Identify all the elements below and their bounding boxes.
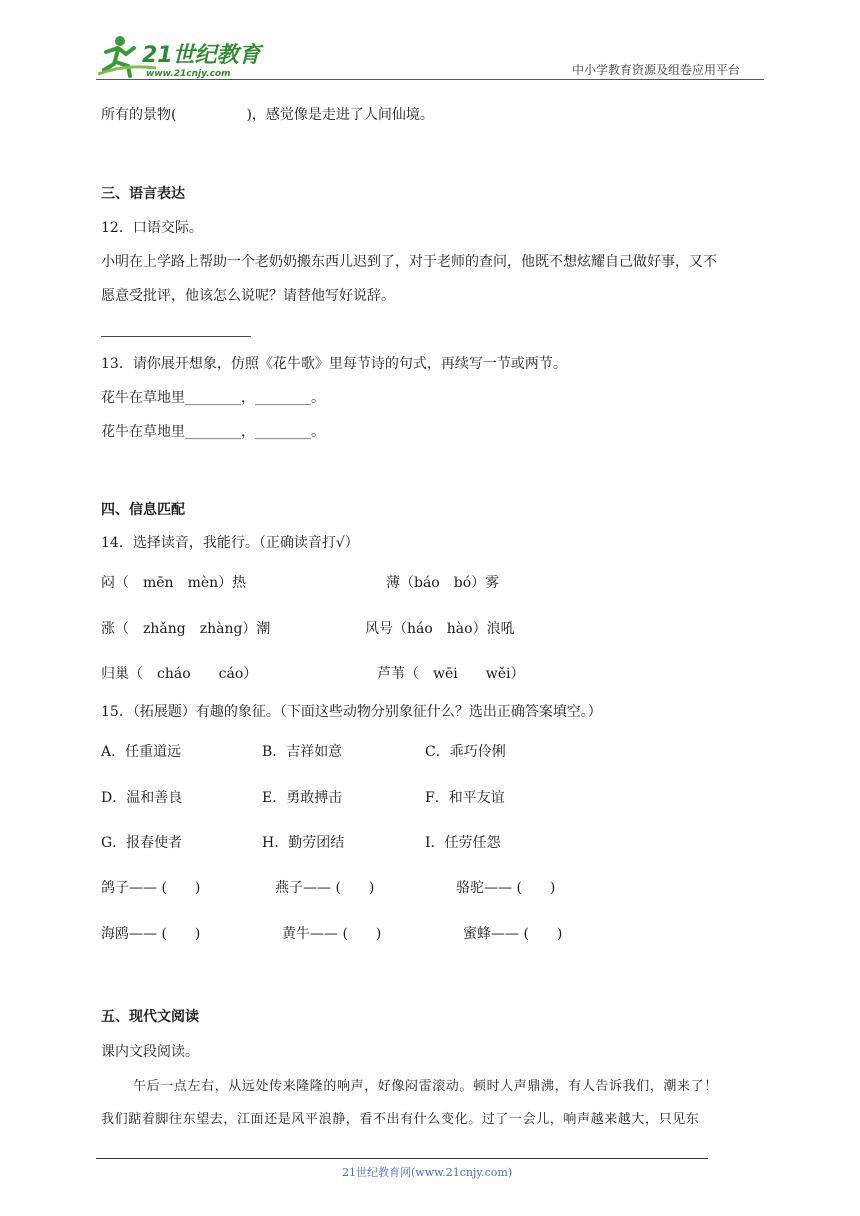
option-item: C．乖巧伶俐 [425, 744, 506, 760]
question-text: 愿意受批评，他该怎么说呢？请替他写好说辞。 [101, 288, 395, 304]
answer-blank [101, 336, 251, 337]
logo-text: 21世纪教育 [142, 43, 261, 68]
passage-intro: 课内文段阅读。 [101, 1044, 199, 1060]
passage-text: 我们踮着脚往东望去，江面还是风平浪静，看不出有什么变化。过了一会儿，响声越来越大，只见东 [101, 1112, 700, 1127]
option-item: G．报春使者 [101, 835, 183, 851]
section-title: 四、信息匹配 [101, 502, 185, 518]
option-item: A．任重道远 [101, 744, 182, 760]
fill-line: 花牛在草地里________，________。 [101, 390, 325, 406]
question-text: 小明在上学路上帮助一个老奶奶搬东西儿迟到了，对于老师的查问，他既不想炫耀自己做好事，又不 [101, 254, 717, 270]
option-item: I．任劳任怨 [425, 835, 501, 851]
animal-blank: 蜜蜂—— ( ) [463, 926, 563, 942]
passage-text: 午后一点左右，从远处传来隆隆的响声，好像闷雷滚动。顿时人声鼎沸，有人告诉我们，潮来了！ [133, 1079, 718, 1094]
section-title: 五、现代文阅读 [101, 1009, 199, 1025]
option-item: D．温和善良 [101, 790, 183, 806]
pinyin-item: 归巢（ cháo cáo） [101, 666, 258, 682]
pinyin-item: 芦苇（ wēi wěi） [377, 666, 525, 682]
animal-blank: 鸽子—— ( ) [101, 880, 201, 896]
animal-blank: 海鸥—— ( ) [101, 926, 201, 942]
logo-url: www.21cnjy.com [146, 69, 231, 79]
fill-line: 花牛在草地里________，________。 [101, 424, 325, 440]
pinyin-item: 薄（báo bó）雾 [386, 575, 500, 591]
animal-blank: 燕子—— ( ) [275, 880, 375, 896]
option-item: H．勤劳团结 [262, 835, 345, 851]
animal-blank: 骆驼—— ( ) [456, 880, 556, 896]
footer-link[interactable]: 21世纪教育网(www.21cnjy.com) [342, 1166, 513, 1179]
option-item: B．吉祥如意 [262, 744, 343, 760]
question-title: 13．请你展开想象，仿照《花牛歌》里每节诗的句式，再续写一节或两节。 [101, 356, 567, 372]
option-item: F．和平友谊 [425, 790, 505, 806]
question-title: 15．（拓展题）有趣的象征。（下面这些动物分别象征什么？选出正确答案填空。） [101, 704, 602, 720]
pinyin-item: 风号（háo hào）浪吼 [365, 621, 515, 637]
site-logo [96, 34, 266, 80]
section-title: 三、语言表达 [101, 186, 185, 202]
option-item: E．勇敢搏击 [262, 790, 343, 806]
header-divider [96, 79, 764, 80]
pinyin-item: 涨（ zhǎng zhàng）潮 [101, 621, 271, 637]
text-line: 所有的景物( )，感觉像是走进了人间仙境。 [101, 107, 434, 123]
question-title: 12．口语交际。 [101, 220, 203, 236]
animal-blank: 黄牛—— ( ) [282, 926, 382, 942]
footer-divider [96, 1158, 708, 1159]
pinyin-item: 闷（ mēn mèn）热 [101, 575, 247, 591]
question-title: 14．选择读音，我能行。（正确读音打√） [101, 535, 359, 551]
platform-name: 中小学教育资源及组卷应用平台 [572, 63, 741, 77]
